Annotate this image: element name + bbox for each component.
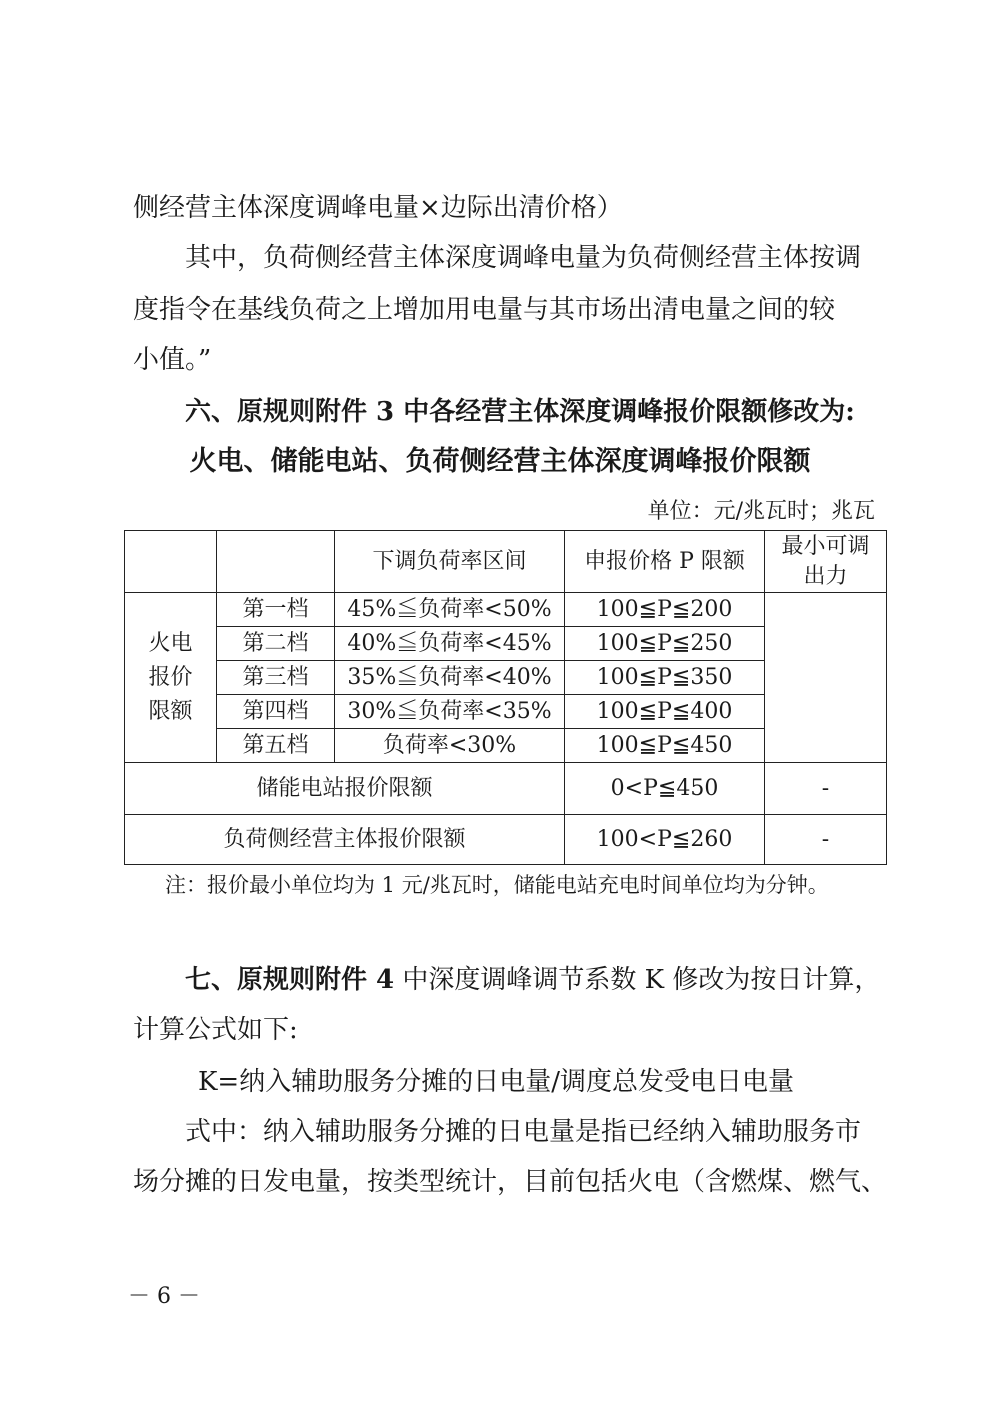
table-unit: 单位：元/兆瓦时；兆瓦 xyxy=(647,499,875,524)
header-cell xyxy=(125,531,217,593)
tier-cell: 第三档 xyxy=(217,661,335,695)
header-cell xyxy=(217,531,335,593)
range-cell: 45%≦负荷率<50% xyxy=(335,593,565,627)
paragraph-line: 小值。” xyxy=(133,345,212,375)
limit-cell: 100≦P≦200 xyxy=(565,593,765,627)
load-row xyxy=(125,815,887,865)
section-7-heading-bold: 七、原规则附件 4 xyxy=(185,965,395,995)
header-cell: 申报价格 P 限额 xyxy=(565,531,765,593)
table-title: 火电、储能电站、负荷侧经营主体深度调峰报价限额 xyxy=(189,446,811,477)
load-label: 负荷侧经营主体报价限额 xyxy=(125,815,565,865)
limit-cell: 100≦P≦350 xyxy=(565,661,765,695)
range-cell: 30%≦负荷率<35% xyxy=(335,695,565,729)
tier-cell: 第五档 xyxy=(217,729,335,763)
storage-row xyxy=(125,763,887,815)
paragraph-line: 其中，负荷侧经营主体深度调峰电量为负荷侧经营主体按调 xyxy=(185,243,862,273)
paragraph-line: 侧经营主体深度调峰电量×边际出清价格） xyxy=(133,193,623,223)
limit-cell: 100≦P≦250 xyxy=(565,627,765,661)
limit-cell: 100≦P≦450 xyxy=(565,729,765,763)
min-output-cell xyxy=(765,593,887,763)
range-cell: 40%≦负荷率<45% xyxy=(335,627,565,661)
tier-cell: 第四档 xyxy=(217,695,335,729)
formula: K=纳入辅助服务分摊的日电量/调度总发受电日电量 xyxy=(198,1067,794,1097)
paragraph-line: 计算公式如下: xyxy=(133,1015,298,1045)
limit-cell: 100≦P≦400 xyxy=(565,695,765,729)
section-7-heading-rest: 中深度调峰调节系数 K 修改为按日计算， xyxy=(402,965,881,995)
table-note: 注：报价最小单位均为 1 元/兆瓦时，储能电站充电时间单位均为分钟。 xyxy=(165,873,829,897)
paragraph-line: 场分摊的日发电量，按类型统计，目前包括火电（含燃煤、燃气、 xyxy=(133,1167,888,1197)
storage-min-output: - xyxy=(765,763,887,815)
range-cell: 35%≦负荷率<40% xyxy=(335,661,565,695)
table-header-row xyxy=(125,531,887,593)
paragraph-line: 式中：纳入辅助服务分摊的日电量是指已经纳入辅助服务市 xyxy=(185,1117,862,1147)
section-7-heading xyxy=(185,960,880,1000)
range-cell: 负荷率<30% xyxy=(335,729,565,763)
load-limit: 100<P≦260 xyxy=(565,815,765,865)
storage-limit: 0<P≦450 xyxy=(565,763,765,815)
thermal-group-label: 火电报价限额 xyxy=(125,593,217,763)
storage-label: 储能电站报价限额 xyxy=(125,763,565,815)
tier-cell: 第二档 xyxy=(217,627,335,661)
section-6-heading: 六、原规则附件 3 中各经营主体深度调峰报价限额修改为: xyxy=(185,397,855,427)
paragraph-line: 度指令在基线负荷之上增加用电量与其市场出清电量之间的较 xyxy=(133,295,836,325)
header-cell: 下调负荷率区间 xyxy=(335,531,565,593)
tier-cell: 第一档 xyxy=(217,593,335,627)
price-limit-table xyxy=(124,530,887,865)
table-row xyxy=(125,593,887,627)
page-number: － 6 － xyxy=(128,1284,200,1309)
load-min-output: - xyxy=(765,815,887,865)
header-cell: 最小可调出力 xyxy=(765,531,887,593)
